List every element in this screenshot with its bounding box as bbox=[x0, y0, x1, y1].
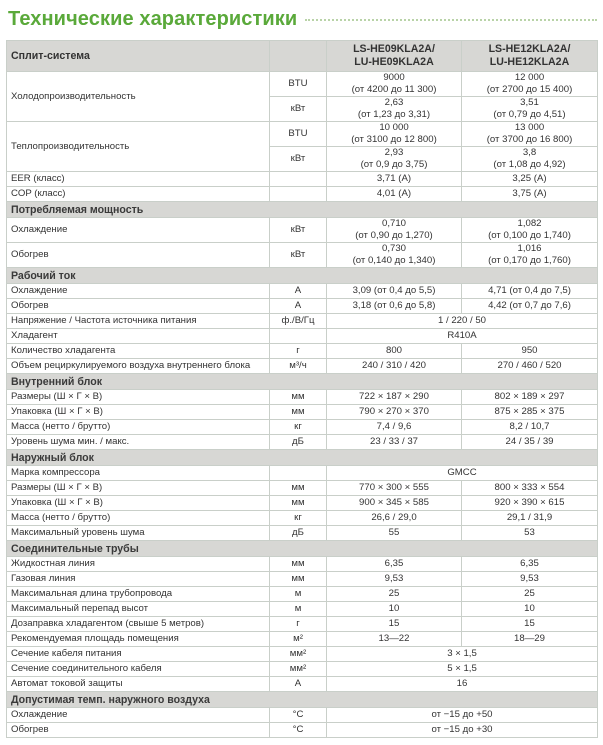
table-row bbox=[7, 677, 598, 692]
row-unit: мм² bbox=[270, 647, 327, 662]
row-label: Размеры (Ш × Г × В) bbox=[7, 481, 270, 496]
row-unit: г bbox=[270, 344, 327, 359]
table-row bbox=[7, 632, 598, 647]
row-value-model-2 bbox=[462, 390, 598, 405]
table-row bbox=[7, 405, 598, 420]
row-value-model-2 bbox=[462, 420, 598, 435]
row-value-model-1 bbox=[327, 187, 462, 202]
row-value-model-2-line: 875 × 285 × 375 bbox=[494, 406, 565, 417]
row-value-model-2 bbox=[462, 299, 598, 314]
row-value-model-1 bbox=[327, 147, 462, 172]
row-value-model-1-line: 26,6 / 29,0 bbox=[371, 512, 417, 523]
row-value-model-1-line: (от 1,23 до 3,31) bbox=[357, 109, 431, 120]
row-label: Марка компрессора bbox=[7, 466, 270, 481]
row-value-model-1-line: (от 0,9 до 3,75) bbox=[360, 159, 428, 170]
row-label: Максимальный перепад высот bbox=[7, 602, 270, 617]
specs-table-body bbox=[7, 41, 598, 738]
row-label: Обогрев bbox=[7, 243, 270, 268]
header-model-2-indoor: LS-HE12KLA2A/ bbox=[488, 43, 571, 55]
row-unit: кВт bbox=[270, 97, 327, 122]
table-row bbox=[7, 496, 598, 511]
table-row bbox=[7, 557, 598, 572]
row-value-model-1 bbox=[327, 122, 462, 147]
row-unit: кВт bbox=[270, 243, 327, 268]
row-value-model-1-line: (от 0,140 до 1,340) bbox=[352, 255, 436, 266]
table-row bbox=[7, 284, 598, 299]
row-value-model-2 bbox=[462, 526, 598, 541]
row-unit: кВт bbox=[270, 218, 327, 243]
row-value-model-1-line: 800 bbox=[385, 345, 402, 356]
row-value-shared: R410A bbox=[327, 329, 598, 344]
row-value-model-1-line: 900 × 345 × 585 bbox=[359, 497, 429, 508]
row-value-model-1-line: 15 bbox=[388, 618, 400, 629]
table-row bbox=[7, 122, 598, 147]
row-unit: А bbox=[270, 299, 327, 314]
row-value-model-2-line: (от 0,79 до 4,51) bbox=[493, 109, 566, 120]
section-title: Допустимая темп. наружного воздуха bbox=[7, 692, 598, 708]
row-value-model-2-line: 3,25 (A) bbox=[512, 173, 547, 184]
row-value-model-2-line: (от 0,170 до 1,760) bbox=[488, 255, 571, 266]
row-value-model-1 bbox=[327, 617, 462, 632]
row-value-model-1 bbox=[327, 587, 462, 602]
row-value-model-1-line: (от 3100 до 12 800) bbox=[351, 134, 437, 145]
section-title: Соединительные трубы bbox=[7, 541, 598, 557]
row-label: Сечение соединительного кабеля bbox=[7, 662, 270, 677]
row-value-model-1-line: 3,09 (от 0,4 до 5,5) bbox=[352, 285, 436, 296]
row-label: Напряжение / Частота источника питания bbox=[7, 314, 270, 329]
row-value-model-1-line: 722 × 187 × 290 bbox=[359, 391, 429, 402]
row-unit bbox=[270, 329, 327, 344]
row-value-model-1-line: 790 × 270 × 370 bbox=[359, 406, 429, 417]
row-value-model-2 bbox=[462, 435, 598, 450]
row-unit bbox=[270, 172, 327, 187]
row-label: Максимальный уровень шума bbox=[7, 526, 270, 541]
row-value-model-2-line: 270 / 460 / 520 bbox=[497, 360, 562, 371]
row-value-model-1-line: (от 4200 до 11 300) bbox=[351, 84, 437, 95]
row-value-model-1 bbox=[327, 390, 462, 405]
row-value-model-2 bbox=[462, 122, 598, 147]
row-value-model-1-line: 2,63 bbox=[384, 97, 404, 108]
table-row bbox=[7, 187, 598, 202]
row-value-model-2-line: 800 × 333 × 554 bbox=[494, 482, 565, 493]
header-model-1-outdoor: LU-HE09KLA2A bbox=[354, 56, 434, 68]
table-row bbox=[7, 243, 598, 268]
row-value-model-2 bbox=[462, 147, 598, 172]
header-model-2-outdoor: LU-HE12KLA2A bbox=[489, 56, 570, 68]
row-value-model-1-line: 4,01 (A) bbox=[376, 188, 412, 199]
row-unit: BTU bbox=[270, 72, 327, 97]
row-value-model-2 bbox=[462, 557, 598, 572]
row-value-model-2-line: 10 bbox=[524, 603, 535, 614]
row-value-model-2-line: 1,016 bbox=[517, 243, 542, 254]
row-unit: BTU bbox=[270, 122, 327, 147]
table-row bbox=[7, 526, 598, 541]
row-unit bbox=[270, 187, 327, 202]
table-row bbox=[7, 172, 598, 187]
row-value-model-1 bbox=[327, 299, 462, 314]
row-value-model-2 bbox=[462, 632, 598, 647]
row-value-model-2 bbox=[462, 617, 598, 632]
row-value-model-2-line: 1,082 bbox=[517, 218, 542, 229]
row-value-model-2-line: 3,8 bbox=[522, 147, 537, 158]
row-value-model-1 bbox=[327, 526, 462, 541]
row-unit: мм bbox=[270, 390, 327, 405]
row-label: Упаковка (Ш × Г × В) bbox=[7, 496, 270, 511]
row-unit: мм bbox=[270, 557, 327, 572]
row-value-model-2 bbox=[462, 602, 598, 617]
row-value-model-2-line: 6,35 bbox=[520, 558, 539, 569]
row-value-model-1 bbox=[327, 420, 462, 435]
row-unit: мм bbox=[270, 481, 327, 496]
row-value-shared: 3 × 1,5 bbox=[327, 647, 598, 662]
row-unit: А bbox=[270, 677, 327, 692]
row-label: Холодопроизводительность bbox=[7, 72, 270, 122]
table-row bbox=[7, 466, 598, 481]
header-label: Сплит-система bbox=[7, 41, 270, 72]
row-label: COP (класс) bbox=[7, 187, 270, 202]
specs-table bbox=[6, 40, 598, 738]
row-value-model-1-line: 3,71 (A) bbox=[376, 173, 412, 184]
row-unit: мм bbox=[270, 572, 327, 587]
table-row bbox=[7, 299, 598, 314]
row-label: Сечение кабеля питания bbox=[7, 647, 270, 662]
row-value-model-2 bbox=[462, 405, 598, 420]
table-row bbox=[7, 481, 598, 496]
header-model-1-indoor: LS-HE09KLA2A/ bbox=[353, 43, 435, 55]
section-header bbox=[7, 692, 598, 708]
row-value-model-2 bbox=[462, 587, 598, 602]
row-value-model-2-line: 8,2 / 10,7 bbox=[509, 421, 550, 432]
row-value-model-2 bbox=[462, 72, 598, 97]
page-title: Технические характеристики bbox=[8, 8, 298, 30]
table-row bbox=[7, 617, 598, 632]
row-value-model-1-line: 25 bbox=[388, 588, 400, 599]
row-unit: мм bbox=[270, 405, 327, 420]
row-value-model-1 bbox=[327, 243, 462, 268]
row-value-model-2-line: 3,51 bbox=[520, 97, 539, 108]
row-value-model-1-line: 3,18 (от 0,6 до 5,8) bbox=[352, 300, 436, 311]
row-value-model-1-line: 0,730 bbox=[381, 243, 406, 254]
row-value-model-1-line: 2,93 bbox=[384, 147, 404, 158]
row-unit: °С bbox=[270, 723, 327, 738]
row-value-model-1-line: 13—22 bbox=[378, 633, 410, 644]
row-value-model-1-line: 240 / 310 / 420 bbox=[361, 360, 426, 371]
row-value-model-1 bbox=[327, 218, 462, 243]
table-row bbox=[7, 329, 598, 344]
header-model-2 bbox=[462, 41, 598, 72]
row-value-model-2-line: 24 / 35 / 39 bbox=[505, 436, 554, 447]
row-value-model-2-line: 920 × 390 × 615 bbox=[494, 497, 565, 508]
row-unit: кг bbox=[270, 420, 327, 435]
row-unit: м bbox=[270, 587, 327, 602]
row-value-model-1-line: 23 / 33 / 37 bbox=[369, 436, 418, 447]
row-value-model-2 bbox=[462, 496, 598, 511]
row-value-model-2-line: 53 bbox=[524, 527, 535, 538]
row-unit: А bbox=[270, 284, 327, 299]
row-value-model-2 bbox=[462, 218, 598, 243]
table-row bbox=[7, 344, 598, 359]
table-row bbox=[7, 420, 598, 435]
row-value-model-1 bbox=[327, 359, 462, 374]
row-value-model-1 bbox=[327, 557, 462, 572]
row-value-shared: 1 / 220 / 50 bbox=[327, 314, 598, 329]
row-unit: дБ bbox=[270, 435, 327, 450]
row-value-model-2-line: 15 bbox=[524, 618, 535, 629]
row-value-model-1 bbox=[327, 97, 462, 122]
row-value-shared: 16 bbox=[327, 677, 598, 692]
row-unit: м² bbox=[270, 632, 327, 647]
row-value-model-2-line: 25 bbox=[524, 588, 535, 599]
row-label: Жидкостная линия bbox=[7, 557, 270, 572]
row-value-model-2-line: 4,42 (от 0,7 до 7,6) bbox=[488, 300, 571, 311]
row-label: Упаковка (Ш × Г × В) bbox=[7, 405, 270, 420]
row-value-model-2 bbox=[462, 284, 598, 299]
row-label: Количество хладагента bbox=[7, 344, 270, 359]
section-title: Потребляемая мощность bbox=[7, 202, 598, 218]
section-header bbox=[7, 541, 598, 557]
table-row bbox=[7, 218, 598, 243]
row-label: Уровень шума мин. / макс. bbox=[7, 435, 270, 450]
row-unit: мм² bbox=[270, 662, 327, 677]
row-label: Охлаждение bbox=[7, 284, 270, 299]
row-value-model-1 bbox=[327, 344, 462, 359]
row-label: Охлаждение bbox=[7, 708, 270, 723]
row-value-model-2-line: (от 3700 до 16 800) bbox=[486, 134, 573, 145]
row-value-model-2 bbox=[462, 511, 598, 526]
section-title: Наружный блок bbox=[7, 450, 598, 466]
row-value-model-2 bbox=[462, 359, 598, 374]
table-row bbox=[7, 72, 598, 97]
section-header bbox=[7, 268, 598, 284]
row-unit: дБ bbox=[270, 526, 327, 541]
row-value-model-2-line: 3,75 (A) bbox=[512, 188, 547, 199]
row-value-model-2-line: (от 1,08 до 4,92) bbox=[493, 159, 566, 170]
table-row bbox=[7, 587, 598, 602]
row-value-model-1-line: 9000 bbox=[383, 72, 405, 83]
row-label: Хладагент bbox=[7, 329, 270, 344]
row-label: Обогрев bbox=[7, 723, 270, 738]
section-title: Рабочий ток bbox=[7, 268, 598, 284]
row-value-model-1 bbox=[327, 405, 462, 420]
table-row bbox=[7, 572, 598, 587]
row-value-model-1-line: 55 bbox=[388, 527, 400, 538]
row-value-model-2 bbox=[462, 344, 598, 359]
row-value-model-1 bbox=[327, 632, 462, 647]
table-row bbox=[7, 602, 598, 617]
row-value-model-1-line: 6,35 bbox=[384, 558, 404, 569]
table-row bbox=[7, 647, 598, 662]
header-model-1 bbox=[327, 41, 462, 72]
row-value-model-2-line: 4,71 (от 0,4 до 7,5) bbox=[488, 285, 571, 296]
row-unit: кг bbox=[270, 511, 327, 526]
row-value-shared: GMCC bbox=[327, 466, 598, 481]
row-value-model-2 bbox=[462, 187, 598, 202]
row-value-model-1-line: 10 bbox=[388, 603, 400, 614]
row-value-model-1 bbox=[327, 435, 462, 450]
row-label: Размеры (Ш × Г × В) bbox=[7, 390, 270, 405]
row-value-model-1 bbox=[327, 602, 462, 617]
header-unit-cell bbox=[270, 41, 327, 72]
row-value-model-2-line: 9,53 bbox=[520, 573, 539, 584]
table-row bbox=[7, 435, 598, 450]
row-value-model-1 bbox=[327, 72, 462, 97]
table-row bbox=[7, 662, 598, 677]
section-header bbox=[7, 374, 598, 390]
row-label: Максимальная длина трубопровода bbox=[7, 587, 270, 602]
row-value-model-2-line: 12 000 bbox=[514, 72, 545, 83]
table-header-row bbox=[7, 41, 598, 72]
row-unit bbox=[270, 466, 327, 481]
table-row bbox=[7, 723, 598, 738]
row-label: Автомат токовой защиты bbox=[7, 677, 270, 692]
row-value-model-2-line: (от 2700 до 15 400) bbox=[486, 84, 573, 95]
row-value-model-1 bbox=[327, 481, 462, 496]
row-label: Дозаправка хладагентом (свыше 5 метров) bbox=[7, 617, 270, 632]
row-label: EER (класс) bbox=[7, 172, 270, 187]
row-value-model-2 bbox=[462, 481, 598, 496]
row-value-model-2-line: (от 0,100 до 1,740) bbox=[488, 230, 571, 241]
row-value-model-1 bbox=[327, 511, 462, 526]
row-value-model-1 bbox=[327, 496, 462, 511]
row-label: Газовая линия bbox=[7, 572, 270, 587]
row-value-shared: 5 × 1,5 bbox=[327, 662, 598, 677]
row-value-model-2-line: 18—29 bbox=[514, 633, 545, 644]
section-header bbox=[7, 450, 598, 466]
row-value-model-1-line: 10 000 bbox=[379, 122, 409, 133]
row-value-model-2 bbox=[462, 243, 598, 268]
row-unit: г bbox=[270, 617, 327, 632]
row-value-model-1-line: (от 0,90 до 1,270) bbox=[355, 230, 433, 241]
row-label: Теплопроизводительность bbox=[7, 122, 270, 172]
row-value-model-1 bbox=[327, 284, 462, 299]
row-label: Обогрев bbox=[7, 299, 270, 314]
table-row bbox=[7, 390, 598, 405]
row-label: Охлаждение bbox=[7, 218, 270, 243]
table-row bbox=[7, 708, 598, 723]
title-divider bbox=[305, 19, 597, 21]
row-value-model-1-line: 7,4 / 9,6 bbox=[376, 421, 412, 432]
row-value-shared: от −15 до +50 bbox=[327, 708, 598, 723]
row-value-model-1 bbox=[327, 172, 462, 187]
row-unit: ф./В/Гц bbox=[270, 314, 327, 329]
row-value-model-2 bbox=[462, 172, 598, 187]
table-row bbox=[7, 511, 598, 526]
row-value-model-2-line: 950 bbox=[521, 345, 538, 356]
row-label: Рекомендуемая площадь помещения bbox=[7, 632, 270, 647]
row-value-model-2-line: 802 × 189 × 297 bbox=[494, 391, 565, 402]
row-unit: мм bbox=[270, 496, 327, 511]
row-label: Объем рециркулируемого воздуха внутреннего блока bbox=[7, 359, 270, 374]
table-row bbox=[7, 314, 598, 329]
row-value-model-1-line: 770 × 300 × 555 bbox=[359, 482, 429, 493]
table-row bbox=[7, 359, 598, 374]
row-value-shared: от −15 до +30 bbox=[327, 723, 598, 738]
row-value-model-2 bbox=[462, 572, 598, 587]
row-value-model-2-line: 29,1 / 31,9 bbox=[506, 512, 553, 523]
row-value-model-1-line: 9,53 bbox=[384, 573, 404, 584]
row-label: Масса (нетто / брутто) bbox=[7, 420, 270, 435]
row-value-model-1 bbox=[327, 572, 462, 587]
row-value-model-1-line: 0,710 bbox=[381, 218, 406, 229]
section-title: Внутренний блок bbox=[7, 374, 598, 390]
row-unit: кВт bbox=[270, 147, 327, 172]
row-unit: °С bbox=[270, 708, 327, 723]
row-unit: м bbox=[270, 602, 327, 617]
row-unit: м³/ч bbox=[270, 359, 327, 374]
row-value-model-2-line: 13 000 bbox=[514, 122, 545, 133]
row-label: Масса (нетто / брутто) bbox=[7, 511, 270, 526]
row-value-model-2 bbox=[462, 97, 598, 122]
section-header bbox=[7, 202, 598, 218]
